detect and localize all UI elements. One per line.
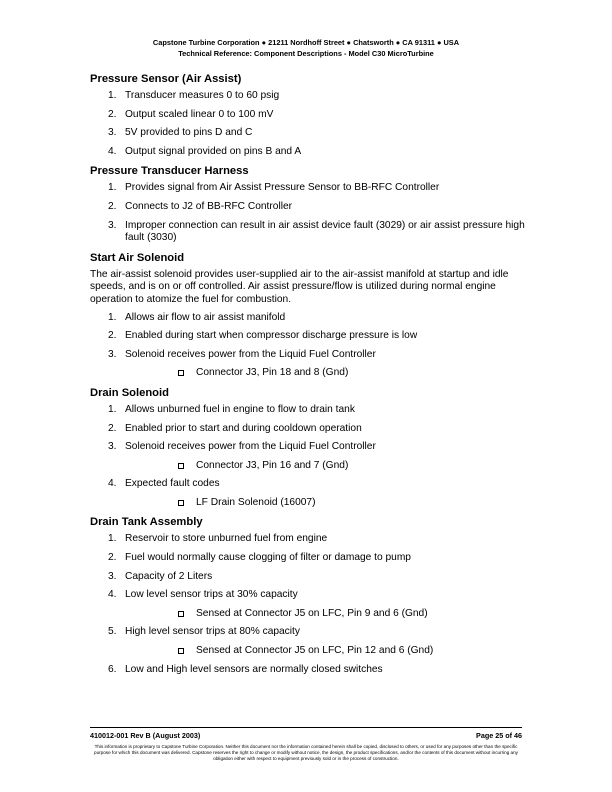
proprietary-notice: This information is proprietary to Capstone Turbine Corporation. Neither this document nor the information contained herein shall be copied, disclosed to others, or used for any purposes other than the specific purpose for which this document was delivered. Capstone reserves the right to change or modify without notice, the design, the product specifications, and/or the contents of this document without incurring any obligation either with respect to equipment previously sold or in the process of construction. bbox=[94, 744, 518, 761]
list-item: 1. Transducer measures 0 to 60 psig bbox=[108, 90, 280, 101]
page-content bbox=[90, 72, 530, 682]
section-pressure-transducer-harness bbox=[90, 164, 530, 244]
section-drain-solenoid bbox=[90, 386, 530, 510]
list-item: 1. Allows unburned fuel in engine to flow to drain tank bbox=[108, 403, 355, 415]
page-header bbox=[0, 38, 612, 59]
list-item: 2. Output scaled linear 0 to 100 mV bbox=[108, 108, 274, 120]
square-bullet-icon bbox=[178, 648, 184, 654]
section-pressure-sensor bbox=[90, 72, 530, 158]
list-item: 3. Solenoid receives power from the Liquid Fuel Controller Connector J3, Pin 16 and 7 (Gnd) bbox=[90, 441, 530, 472]
section-drain-tank-assembly bbox=[90, 515, 530, 676]
list-item: 6. Low and High level sensors are normally closed switches bbox=[108, 663, 383, 675]
section-title: Pressure Sensor (Air Assist) bbox=[90, 73, 242, 85]
list-item: 1. Allows air flow to air assist manifold bbox=[108, 311, 286, 323]
list-item: 2. Enabled prior to start and during cooldown operation bbox=[108, 422, 362, 434]
numbered-list bbox=[90, 182, 530, 244]
sub-bullet-item: Connector J3, Pin 16 and 7 (Gnd) bbox=[125, 460, 530, 473]
square-bullet-icon bbox=[178, 463, 184, 469]
list-item: 3. Capacity of 2 Liters bbox=[108, 570, 213, 582]
list-item: 3. Solenoid receives power from the Liquid Fuel Controller Connector J3, Pin 18 and 8 (Gnd) bbox=[90, 349, 530, 380]
square-bullet-icon bbox=[178, 500, 184, 506]
list-item: 2. Fuel would normally cause clogging of filter or damage to pump bbox=[108, 552, 411, 564]
list-item: 4. Output signal provided on pins B and A bbox=[108, 145, 302, 157]
numbered-list bbox=[90, 312, 530, 380]
sub-bullet-item: Sensed at Connector J5 on LFC, Pin 9 and 6 (Gnd) bbox=[125, 608, 530, 621]
list-item: 5. High level sensor trips at 80% capacity Sensed at Connector J5 on LFC, Pin 12 and 6 (Gnd) bbox=[90, 626, 530, 657]
section-title: Drain Solenoid bbox=[90, 386, 169, 399]
list-item: 1. Provides signal from Air Assist Pressure Sensor to BB-RFC Controller bbox=[108, 182, 440, 194]
list-item: 2. Connects to J2 of BB-RFC Controller bbox=[108, 200, 293, 212]
numbered-list bbox=[90, 90, 530, 158]
square-bullet-icon bbox=[178, 611, 184, 617]
numbered-list bbox=[90, 533, 530, 676]
section-title: Pressure Transducer Harness bbox=[90, 165, 249, 178]
section-start-air-solenoid bbox=[90, 251, 530, 380]
section-paragraph: The air-assist solenoid provides user-supplied air to the air-assist manifold at startup and idle speeds, and is on or off controlled. Air assist pressure/flow is utilized during normal engine operation to atomize the fuel for combustion. bbox=[90, 268, 509, 305]
document-revision: 410012-001 Rev B (August 2003) bbox=[90, 731, 201, 740]
sub-bullet-item: LF Drain Solenoid (16007) bbox=[125, 497, 530, 510]
list-item: 3. Improper connection can result in air assist device fault (3029) or air assist pressure high fault (3030) bbox=[108, 219, 525, 244]
footer-line bbox=[90, 731, 522, 740]
list-item: 4. Low level sensor trips at 30% capacity Sensed at Connector J5 on LFC, Pin 9 and 6 (Gnd) bbox=[90, 589, 530, 620]
sub-bullet-item: Sensed at Connector J5 on LFC, Pin 12 and 6 (Gnd) bbox=[125, 645, 530, 658]
page-number: Page 25 of 46 bbox=[476, 731, 522, 740]
section-title: Drain Tank Assembly bbox=[90, 516, 203, 529]
square-bullet-icon bbox=[178, 370, 184, 376]
sub-bullet-item: Connector J3, Pin 18 and 8 (Gnd) bbox=[125, 367, 530, 380]
numbered-list bbox=[90, 404, 530, 510]
list-item: 2. Enabled during start when compressor discharge pressure is low bbox=[108, 330, 418, 342]
footer-divider bbox=[90, 727, 522, 728]
header-company-line: Capstone Turbine Corporation ● 21211 Nordhoff Street ● Chatsworth ● CA 91311 ● USA bbox=[152, 38, 460, 47]
list-item: 3. 5V provided to pins D and C bbox=[108, 127, 253, 139]
section-title: Start Air Solenoid bbox=[90, 251, 185, 264]
page-footer bbox=[90, 727, 522, 762]
header-document-title: Technical Reference: Component Descriptions - Model C30 MicroTurbine bbox=[178, 48, 434, 58]
list-item: 1. Reservoir to store unburned fuel from engine bbox=[108, 533, 328, 545]
list-item: 4. Expected fault codes LF Drain Solenoid (16007) bbox=[90, 478, 530, 509]
